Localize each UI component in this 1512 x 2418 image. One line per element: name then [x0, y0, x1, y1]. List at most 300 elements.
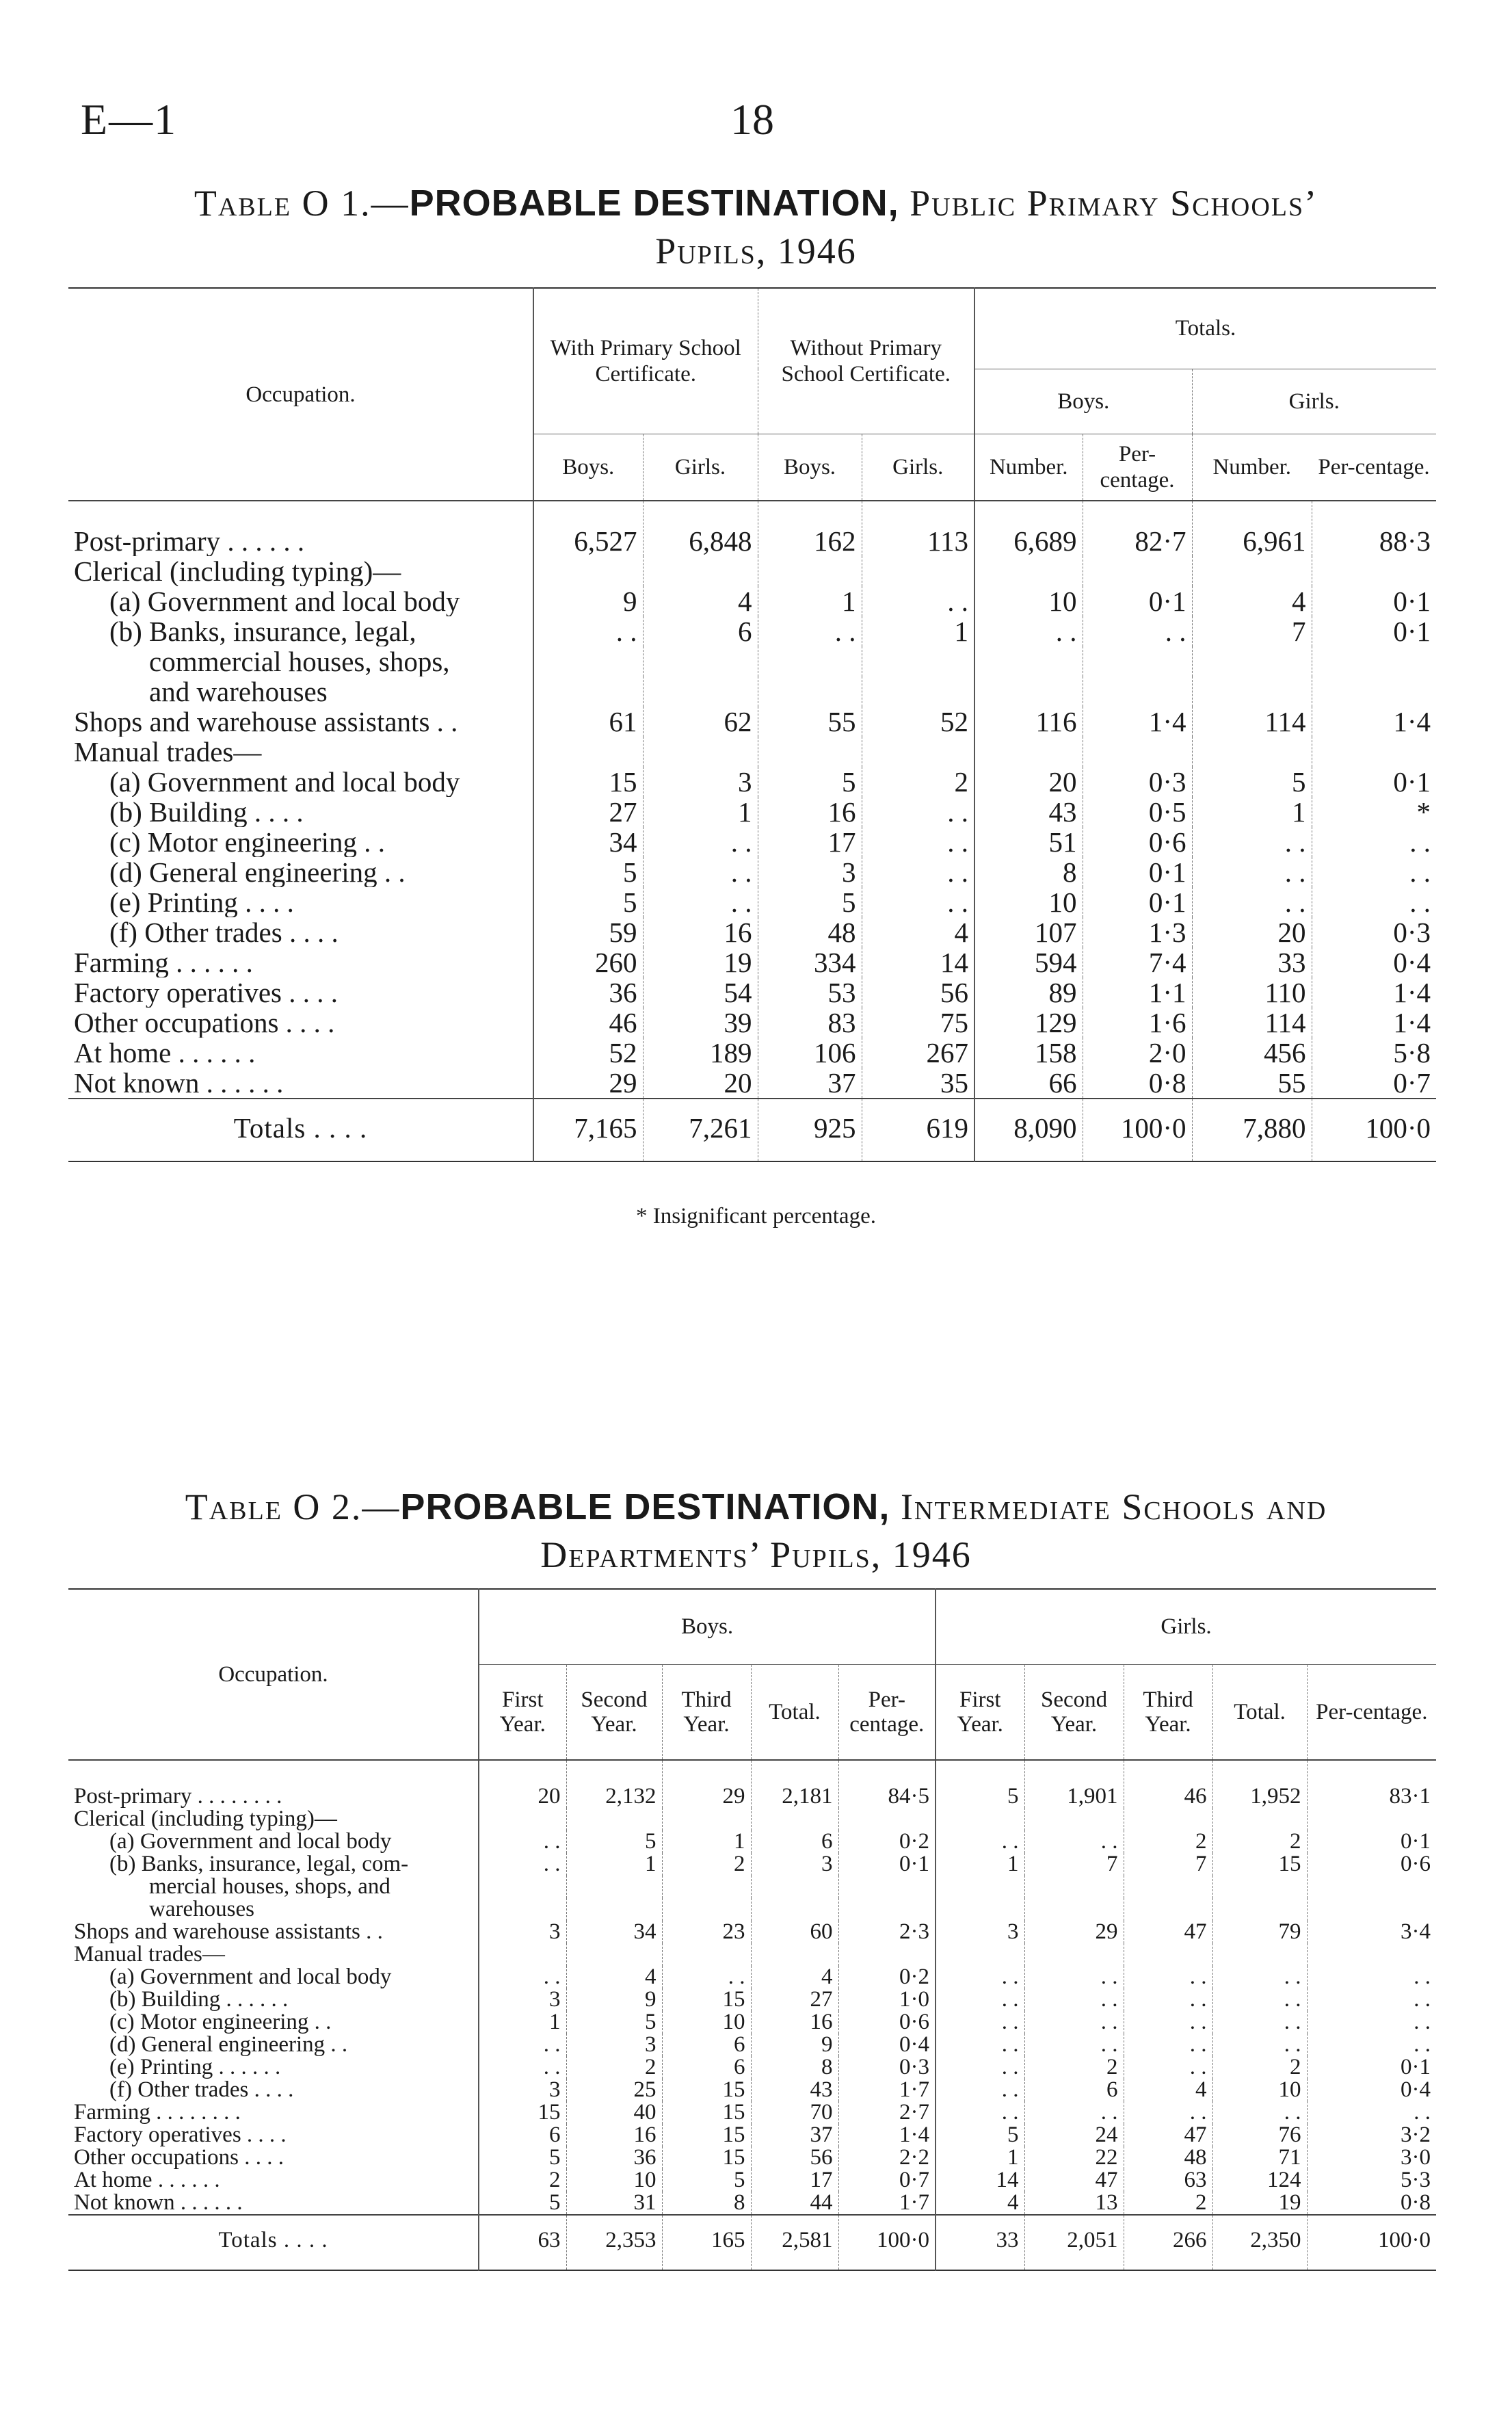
table-cell	[751, 1808, 838, 1830]
occupation-label	[68, 797, 533, 827]
table-cell: 0·4	[1307, 2079, 1436, 2101]
table-cell	[1124, 1808, 1212, 1830]
table-cell	[1312, 676, 1436, 707]
table2-title-line2: Departments’ Pupils, 1946	[540, 1534, 972, 1575]
table2-col-third-year: Third Year.	[662, 1664, 751, 1760]
table-cell: 9	[566, 1988, 662, 2011]
table-cell: 29	[533, 1068, 643, 1099]
occupation-text: (f) Other trades . . . .	[109, 2079, 294, 2101]
occupation-text: (e) Printing . . . .	[109, 887, 294, 917]
table-cell: 0·1	[1083, 586, 1192, 616]
table-cell: 1·4	[1312, 977, 1436, 1008]
occupation-text: Post-primary . . . . . .	[74, 525, 305, 556]
occupation-label	[68, 737, 533, 767]
table-cell: 2,350	[1212, 2215, 1307, 2270]
occupation-text: Clerical (including typing)—	[74, 1808, 337, 1830]
table-cell: 2·3	[838, 1921, 936, 1943]
table-cell: 25	[566, 2079, 662, 2101]
table1-col-percentage: Per-centage.	[1083, 434, 1192, 501]
table-cell: 62	[643, 707, 758, 737]
table-cell: 2,181	[751, 1760, 838, 1808]
table-cell: 165	[662, 2215, 751, 2270]
table-cell: 27	[533, 797, 643, 827]
table-cell: 27	[751, 1988, 838, 2011]
occupation-text: warehouses	[149, 1898, 254, 1921]
table-cell: 925	[758, 1099, 862, 1161]
table-cell: . .	[1312, 827, 1436, 857]
table-cell: 56	[862, 977, 974, 1008]
table-cell: . .	[479, 1966, 566, 1988]
table-cell: . .	[1307, 1966, 1436, 1988]
table-cell: 9	[751, 2034, 838, 2056]
table-cell	[662, 1876, 751, 1898]
table-cell: 0·4	[1312, 947, 1436, 977]
table-cell: 100·0	[1307, 2215, 1436, 2270]
occupation-label	[68, 646, 533, 676]
table-cell	[1083, 646, 1192, 676]
table-cell: 5	[936, 1760, 1024, 1808]
table-cell: . .	[533, 616, 643, 646]
table-cell: 6,848	[643, 501, 758, 556]
table-cell: 36	[566, 2146, 662, 2169]
table-cell: 6	[662, 2056, 751, 2079]
table-cell	[936, 1876, 1024, 1898]
table-row	[68, 707, 1436, 737]
occupation-text: Other occupations . . . .	[74, 2146, 284, 2169]
table-cell	[479, 1876, 566, 1898]
table-cell: 6,961	[1192, 501, 1312, 556]
table-cell: 114	[1192, 1008, 1312, 1038]
table-cell: 0·1	[1312, 586, 1436, 616]
table-cell	[566, 1898, 662, 1921]
table-row	[68, 767, 1436, 797]
table-cell: 114	[1192, 707, 1312, 737]
table-cell: 7,261	[643, 1099, 758, 1161]
table2-col-second-year: Second Year.	[1024, 1664, 1124, 1760]
table-cell: 4	[862, 917, 974, 947]
table-cell: 48	[758, 917, 862, 947]
table-cell: 55	[758, 707, 862, 737]
table-cell: 40	[566, 2101, 662, 2124]
occupation-label	[68, 827, 533, 857]
occupation-label	[68, 1068, 533, 1099]
table-cell: 6	[1024, 2079, 1124, 2101]
table-row	[68, 947, 1436, 977]
table-cell: 1·4	[1312, 1008, 1436, 1038]
table2-col-second-year: Second Year.	[566, 1664, 662, 1760]
table-cell	[1083, 556, 1192, 586]
table-row	[68, 797, 1436, 827]
table-row	[68, 1921, 1436, 1943]
table-row	[68, 1830, 1436, 1853]
table-cell: 3	[758, 857, 862, 887]
occupation-label	[68, 501, 533, 556]
table-row	[68, 1853, 1436, 1876]
table-cell	[838, 1876, 936, 1898]
totals-label	[68, 2215, 479, 2270]
table-cell: 2	[1024, 2056, 1124, 2079]
table-row	[68, 2056, 1436, 2079]
table-cell: . .	[1124, 1966, 1212, 1988]
table-cell: . .	[862, 887, 974, 917]
table-cell: 33	[936, 2215, 1024, 2270]
occupation-label	[68, 1808, 479, 1830]
table-cell: 0·3	[1312, 917, 1436, 947]
page-number: 18	[730, 95, 774, 144]
table-cell	[1024, 1808, 1124, 1830]
occupation-label	[68, 767, 533, 797]
table-cell: 124	[1212, 2169, 1307, 2192]
occupation-label	[68, 2169, 479, 2192]
table-cell: 2	[1124, 1830, 1212, 1853]
occupation-label	[68, 2079, 479, 2101]
table-cell: 9	[533, 586, 643, 616]
table-cell	[1307, 1898, 1436, 1921]
table-cell	[1312, 646, 1436, 676]
table-cell: . .	[1124, 2011, 1212, 2034]
table-cell: 100·0	[1083, 1099, 1192, 1161]
table-cell: 24	[1024, 2124, 1124, 2146]
table-cell	[936, 1808, 1024, 1830]
occupation-text: Factory operatives . . . .	[74, 2124, 287, 2146]
table-cell: . .	[936, 2101, 1024, 2124]
table-cell: 71	[1212, 2146, 1307, 2169]
table-cell	[566, 1943, 662, 1966]
occupation-label	[68, 586, 533, 616]
table-cell: 15	[662, 2079, 751, 2101]
table-cell: 39	[643, 1008, 758, 1038]
table-cell	[974, 737, 1083, 767]
table-cell: 110	[1192, 977, 1312, 1008]
table-cell: 0·1	[1312, 767, 1436, 797]
table-cell	[862, 646, 974, 676]
table-cell: . .	[1024, 1830, 1124, 1853]
table-cell: 0·3	[838, 2056, 936, 2079]
table-cell: . .	[1192, 827, 1312, 857]
table-cell: 1	[936, 1853, 1024, 1876]
table-cell: 19	[1212, 2192, 1307, 2215]
table1-footnote: * Insignificant percentage.	[636, 1204, 876, 1228]
totals-label	[68, 1099, 533, 1161]
table2-col-total: Total.	[751, 1664, 838, 1760]
table-cell: 52	[862, 707, 974, 737]
table-cell: 2,581	[751, 2215, 838, 2270]
occupation-label	[68, 1830, 479, 1853]
table-cell: 20	[479, 1760, 566, 1808]
table-cell: 46	[533, 1008, 643, 1038]
table-cell: 2,132	[566, 1760, 662, 1808]
table1-col-percentage: Per-centage.	[1312, 434, 1436, 501]
table-cell: . .	[862, 797, 974, 827]
occupation-text: (b) Building . . . . . .	[109, 1988, 289, 2011]
table-cell: 4	[566, 1966, 662, 1988]
table-row	[68, 917, 1436, 947]
table-cell: 5	[662, 2169, 751, 2192]
table-cell	[1212, 1898, 1307, 1921]
table-cell: 19	[643, 947, 758, 977]
table-cell: 88·3	[1312, 501, 1436, 556]
table1-totals-girls-header: Girls.	[1192, 369, 1436, 434]
table-cell	[1024, 1898, 1124, 1921]
occupation-label	[68, 1008, 533, 1038]
table2-title-prefix: Table O 2.—	[185, 1486, 401, 1527]
table-cell: 1,952	[1212, 1760, 1307, 1808]
table2-col-total: Total.	[1212, 1664, 1307, 1760]
table-cell: 34	[566, 1921, 662, 1943]
table-cell: 5	[479, 2192, 566, 2215]
table-cell	[1024, 1943, 1124, 1966]
table1-title-bold: PROBABLE DESTINATION,	[409, 183, 899, 224]
table1-title-rest: Public Primary Schools’	[899, 183, 1318, 224]
table-cell: 84·5	[838, 1760, 936, 1808]
table-cell	[974, 646, 1083, 676]
occupation-label	[68, 707, 533, 737]
table-cell: . .	[479, 2034, 566, 2056]
table-cell: 0·6	[838, 2011, 936, 2034]
occupation-label	[68, 2146, 479, 2169]
occupation-label	[68, 2034, 479, 2056]
table-cell: 47	[1024, 2169, 1124, 2192]
table1-totals-boys-header: Boys.	[974, 369, 1192, 434]
occupation-text: (b) Banks, insurance, legal,	[109, 616, 416, 646]
occupation-text: (c) Motor engineering . .	[109, 2011, 332, 2034]
table-cell: 6	[751, 1830, 838, 1853]
table-cell: 1	[643, 797, 758, 827]
table-cell	[1212, 1943, 1307, 1966]
table-cell	[1124, 1943, 1212, 1966]
table-cell: 15	[662, 2101, 751, 2124]
table-cell: 63	[479, 2215, 566, 2270]
table-cell: 0·4	[838, 2034, 936, 2056]
table-cell: 5	[1192, 767, 1312, 797]
table-row	[68, 977, 1436, 1008]
table-cell: 594	[974, 947, 1083, 977]
table-cell: 52	[533, 1038, 643, 1068]
table-cell: 129	[974, 1008, 1083, 1038]
table-cell: 4	[936, 2192, 1024, 2215]
table1-col-girls: Girls.	[862, 434, 974, 501]
table-cell: . .	[643, 827, 758, 857]
table-cell: 162	[758, 501, 862, 556]
table-cell: . .	[479, 1830, 566, 1853]
table-cell	[1192, 556, 1312, 586]
table-cell	[758, 737, 862, 767]
table-cell: 22	[1024, 2146, 1124, 2169]
table-cell: 10	[566, 2169, 662, 2192]
table-row	[68, 1808, 1436, 1830]
table-cell: 8	[751, 2056, 838, 2079]
table-cell	[566, 1876, 662, 1898]
table-cell: . .	[479, 2056, 566, 2079]
occupation-label	[68, 2101, 479, 2124]
table1-with-cert-header: With Primary School Certificate.	[533, 288, 758, 434]
table-cell	[862, 676, 974, 707]
table-cell: . .	[643, 857, 758, 887]
table-row	[68, 2169, 1436, 2192]
occupation-label	[68, 616, 533, 646]
table-cell: 15	[479, 2101, 566, 2124]
table-cell: 37	[751, 2124, 838, 2146]
table-cell: 17	[758, 827, 862, 857]
table-cell: 43	[974, 797, 1083, 827]
table1-col-girls: Girls.	[643, 434, 758, 501]
occupation-text: (b) Building . . . .	[109, 797, 304, 827]
table-cell: 8	[662, 2192, 751, 2215]
table-cell: 3·2	[1307, 2124, 1436, 2146]
table-cell: 0·1	[1307, 1830, 1436, 1853]
occupation-label	[68, 1921, 479, 1943]
table-cell	[838, 1898, 936, 1921]
table-cell	[936, 1943, 1024, 1966]
table-cell: . .	[1024, 2034, 1124, 2056]
table-row	[68, 616, 1436, 646]
table-cell	[662, 1943, 751, 1966]
table-cell: . .	[936, 2079, 1024, 2101]
table2-boys-header: Boys.	[479, 1589, 936, 1664]
table-cell: 16	[758, 797, 862, 827]
table-cell: 1·3	[1083, 917, 1192, 947]
table-cell: 8,090	[974, 1099, 1083, 1161]
table-cell	[643, 676, 758, 707]
occupation-label	[68, 1853, 479, 1876]
occupation-text: Farming . . . . . . . .	[74, 2101, 241, 2124]
table-cell: 3·0	[1307, 2146, 1436, 2169]
occupation-label	[68, 676, 533, 707]
table-cell: 1	[936, 2146, 1024, 2169]
occupation-label	[68, 857, 533, 887]
table-cell: 6,689	[974, 501, 1083, 556]
table-cell: 5	[758, 767, 862, 797]
table-row	[68, 2011, 1436, 2034]
table-cell: . .	[643, 887, 758, 917]
table-cell	[1192, 646, 1312, 676]
table-cell: 2	[862, 767, 974, 797]
table-cell: 60	[751, 1921, 838, 1943]
table-cell: 0·1	[838, 1853, 936, 1876]
table-cell: 5·8	[1312, 1038, 1436, 1068]
table1	[68, 287, 1436, 1162]
occupation-text: commercial houses, shops,	[149, 646, 450, 676]
table-cell	[643, 646, 758, 676]
table-cell: . .	[862, 827, 974, 857]
table-cell	[479, 1898, 566, 1921]
table1-col-boys: Boys.	[533, 434, 643, 501]
occupation-label	[68, 1038, 533, 1068]
table-cell: 100·0	[838, 2215, 936, 2270]
table-cell: 189	[643, 1038, 758, 1068]
table1-title-prefix: Table O 1.—	[194, 183, 410, 224]
table-cell: . .	[1307, 2101, 1436, 2124]
table-cell: . .	[974, 616, 1083, 646]
occupation-text: Farming . . . . . .	[74, 947, 253, 977]
table-cell: 4	[1124, 2079, 1212, 2101]
table2-title-bold: PROBABLE DESTINATION,	[400, 1486, 890, 1527]
table-cell: 260	[533, 947, 643, 977]
table2-col-percentage: Per-centage.	[1307, 1664, 1436, 1760]
table2-title-rest: Intermediate Schools and	[890, 1486, 1327, 1527]
table-cell: 15	[662, 2146, 751, 2169]
table-cell: 48	[1124, 2146, 1212, 2169]
table-cell: . .	[1212, 2011, 1307, 2034]
table-cell	[1124, 1898, 1212, 1921]
table-cell: 7,165	[533, 1099, 643, 1161]
table-cell: 15	[1212, 1853, 1307, 1876]
table-cell: 6,527	[533, 501, 643, 556]
table-cell: . .	[1307, 2034, 1436, 2056]
table-cell: 113	[862, 501, 974, 556]
table-cell: . .	[1024, 2011, 1124, 2034]
table-cell: 3·4	[1307, 1921, 1436, 1943]
table-row	[68, 1943, 1436, 1966]
table-cell: 2	[1212, 2056, 1307, 2079]
table-cell: 15	[662, 2124, 751, 2146]
table-cell	[533, 556, 643, 586]
table-cell: 75	[862, 1008, 974, 1038]
table-cell: 0·5	[1083, 797, 1192, 827]
occupation-text: Shops and warehouse assistants . .	[74, 1921, 383, 1943]
occupation-text: (f) Other trades . . . .	[109, 917, 339, 947]
table-row	[68, 1038, 1436, 1068]
table-cell: 0·8	[1307, 2192, 1436, 2215]
table-row	[68, 1988, 1436, 2011]
table-cell: 1	[1192, 797, 1312, 827]
table-cell: 0·2	[838, 1830, 936, 1853]
table1-occupation-header: Occupation.	[68, 288, 533, 501]
table-cell: 1·4	[1083, 707, 1192, 737]
table-cell: 2·0	[1083, 1038, 1192, 1068]
table-cell: . .	[1024, 1966, 1124, 1988]
table-cell	[758, 676, 862, 707]
occupation-label	[68, 1966, 479, 1988]
table-cell: 34	[533, 827, 643, 857]
table-cell: 4	[643, 586, 758, 616]
table-cell: 17	[751, 2169, 838, 2192]
table-cell	[643, 737, 758, 767]
table-cell: 158	[974, 1038, 1083, 1068]
occupation-text: Manual trades—	[74, 1943, 225, 1966]
table-cell: 10	[974, 887, 1083, 917]
table-cell: 37	[758, 1068, 862, 1099]
table-cell: 1	[862, 616, 974, 646]
occupation-text: (a) Government and local body	[109, 586, 460, 616]
occupation-text: and warehouses	[149, 676, 328, 707]
table2-col-first-year: First Year.	[936, 1664, 1024, 1760]
occupation-label	[68, 2011, 479, 2034]
table2-body	[68, 1760, 1436, 2270]
table-cell: . .	[1312, 857, 1436, 887]
occupation-text: (b) Banks, insurance, legal, com-	[109, 1853, 409, 1876]
table-cell: 79	[1212, 1921, 1307, 1943]
table-cell: . .	[1124, 2056, 1212, 2079]
table1-title-line2: Pupils, 1946	[655, 231, 857, 272]
table-cell: 3	[936, 1921, 1024, 1943]
table-cell: . .	[862, 857, 974, 887]
table-cell: 0·2	[838, 1966, 936, 1988]
table-cell	[758, 646, 862, 676]
table-cell: . .	[1307, 2011, 1436, 2034]
table-cell: 15	[533, 767, 643, 797]
table-row	[68, 827, 1436, 857]
table-cell: 54	[643, 977, 758, 1008]
table-cell: 2	[1124, 2192, 1212, 2215]
table2-col-third-year: Third Year.	[1124, 1664, 1212, 1760]
table-cell: . .	[1124, 1988, 1212, 2011]
table-cell: 29	[1024, 1921, 1124, 1943]
table-cell: . .	[936, 1966, 1024, 1988]
table2	[68, 1588, 1436, 2271]
table-cell: 3	[479, 2079, 566, 2101]
table-cell	[751, 1943, 838, 1966]
